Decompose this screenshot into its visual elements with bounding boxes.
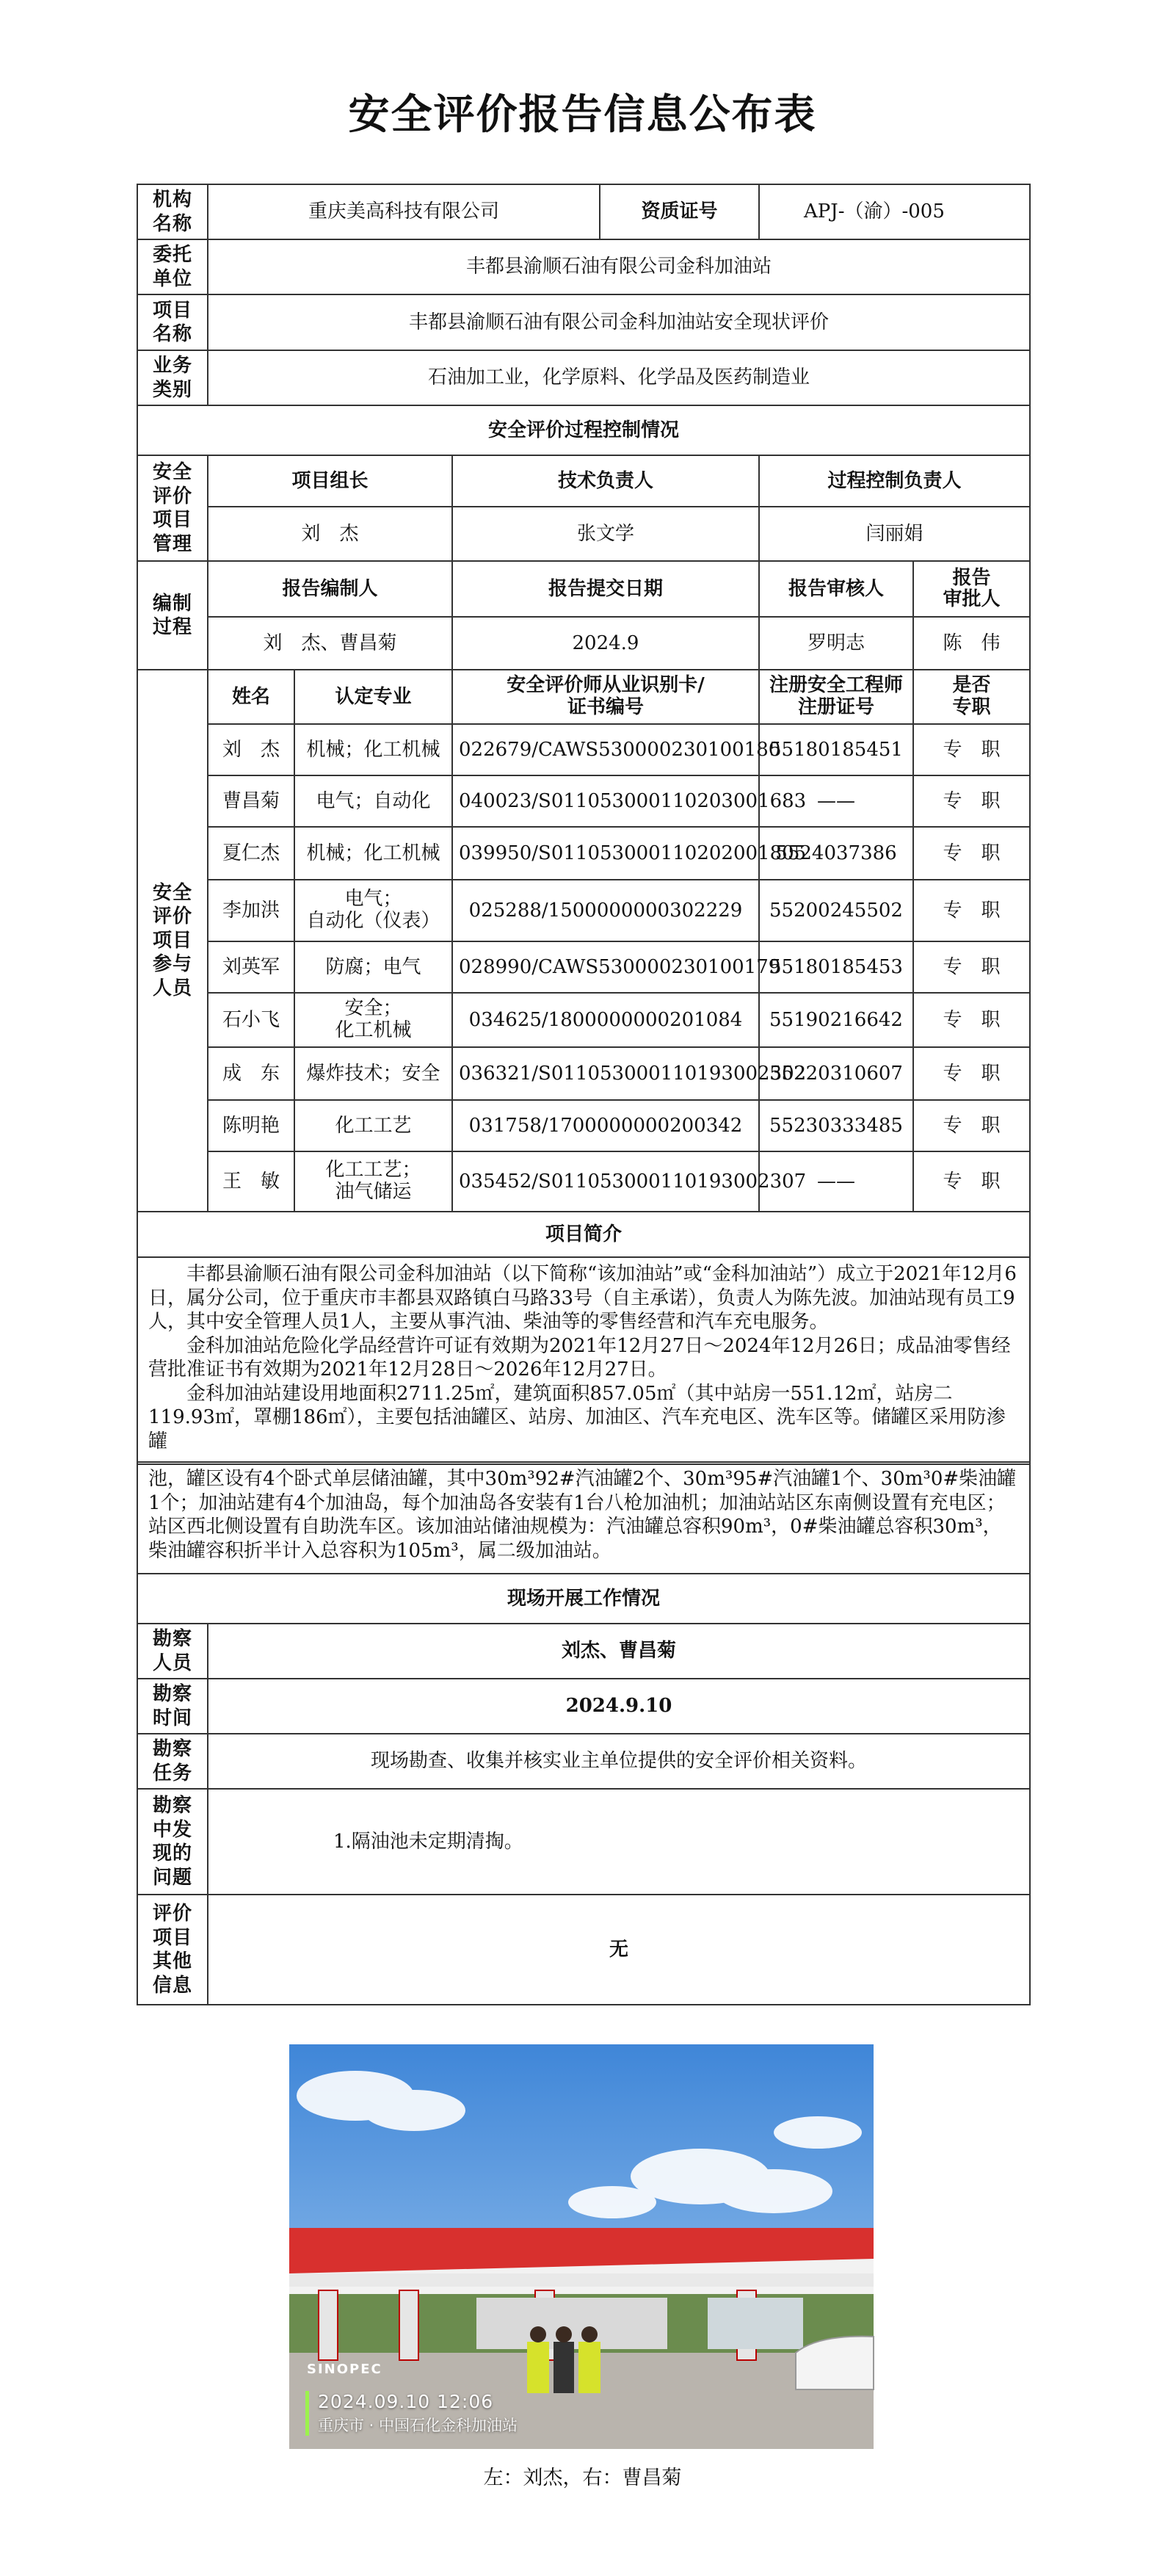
compiler-header: 报告编制人 (208, 561, 452, 617)
canopy-brand-text: SINOPEC (307, 2362, 382, 2377)
project-name-label: 项目 名称 (137, 294, 208, 350)
participant-major: 电气； 自动化（仪表） (294, 880, 452, 941)
org-name-value: 重庆美高科技有限公司 (208, 184, 600, 239)
photo-timestamp (305, 2391, 518, 2436)
intro-text-continued (137, 1462, 1030, 1574)
cert-header: 安全评价师从业识别卡/ 证书编号 (452, 670, 759, 724)
participant-name: 刘 杰 (208, 724, 294, 775)
client-value: 丰都县渝顺石油有限公司金科加油站 (208, 239, 1030, 294)
participant-fulltime: 专 职 (913, 775, 1030, 827)
other-info-label: 评价 项目 其他 信息 (137, 1895, 208, 2005)
reviewer-header: 报告审核人 (759, 561, 913, 617)
table-row (137, 775, 1030, 827)
major-header: 认定专业 (294, 670, 452, 724)
page-title: 安全评价报告信息公布表 (348, 90, 817, 139)
participant-name: 夏仁杰 (208, 827, 294, 880)
fulltime-header: 是否 专职 (913, 670, 1030, 724)
participant-major: 机械；化工机械 (294, 827, 452, 880)
process-lead-header: 过程控制负责人 (759, 455, 1030, 507)
participant-fulltime: 专 职 (913, 1047, 1030, 1100)
compiler-value: 刘 杰、曹昌菊 (208, 617, 452, 670)
leader-value: 刘 杰 (208, 507, 452, 561)
participant-cert: 022679/CAWS530000230100180 (452, 724, 759, 775)
management-label: 安全 评价 项目 管理 (137, 455, 208, 561)
participant-major: 化工工艺； 油气储运 (294, 1151, 452, 1212)
cert-no-value: APJ-（渝）-005 (759, 184, 1030, 239)
photo-caption: 左：刘杰，右：曹昌菊 (483, 2467, 682, 2489)
table-row (137, 1151, 1030, 1212)
participant-fulltime: 专 职 (913, 1100, 1030, 1151)
participant-fulltime: 专 职 (913, 1151, 1030, 1212)
process-lead-value: 闫丽娟 (759, 507, 1030, 561)
process-section-title: 安全评价过程控制情况 (137, 405, 1030, 455)
participant-major: 爆炸技术；安全 (294, 1047, 452, 1100)
survey-issues-label: 勘察 中发 现的 问题 (137, 1789, 208, 1895)
table-row (137, 1047, 1030, 1100)
service-building (708, 2298, 803, 2349)
submit-date-value: 2024.9 (452, 617, 759, 670)
survey-time-value: 2024.9.10 (208, 1679, 1030, 1734)
business-type-label: 业务 类别 (137, 350, 208, 405)
participant-cert: 039950/S011053000110202001805 (452, 827, 759, 880)
intro-paragraph-3: 金科加油站建设用地面积2711.25㎡，建筑面积857.05㎡（其中站房一551.12㎡，站房二119.93㎡，罩棚186㎡），主要包括油罐区、站房、加油区、汽车充电区、洗车区等。储罐区采用防渗罐 (148, 1382, 1006, 1452)
table-row (137, 724, 1030, 775)
participant-name: 曹昌菊 (208, 775, 294, 827)
participant-reg: —— (759, 775, 913, 827)
participant-cert: 028990/CAWS530000230100179 (452, 941, 759, 993)
approver-header: 报告 审批人 (913, 561, 1030, 617)
leader-header: 项目组长 (208, 455, 452, 507)
participant-fulltime: 专 职 (913, 880, 1030, 941)
participant-reg: —— (759, 1151, 913, 1212)
business-type-value: 石油加工业，化学原料、化学品及医药制造业 (208, 350, 1030, 405)
survey-task-value: 现场勘查、收集并核实业主单位提供的安全评价相关资料。 (208, 1734, 1030, 1789)
table-row (137, 993, 1030, 1047)
gas-station-illustration (289, 2044, 874, 2449)
tech-lead-value: 张文学 (452, 507, 759, 561)
survey-task-label: 勘察 任务 (137, 1734, 208, 1789)
survey-issues-value: 1.隔油池未定期清掏。 (208, 1789, 1030, 1895)
participant-name: 陈明艳 (208, 1100, 294, 1151)
participant-cert: 040023/S011053000110203001683 (452, 775, 759, 827)
approver-value: 陈 伟 (913, 617, 1030, 670)
other-info-value: 无 (208, 1895, 1030, 2005)
participant-name: 石小飞 (208, 993, 294, 1047)
photo-location: 重庆市 · 中国石化金科加油站 (318, 2417, 518, 2434)
participant-fulltime: 专 职 (913, 993, 1030, 1047)
participant-major: 化工工艺 (294, 1100, 452, 1151)
participant-reg: 55230333485 (759, 1100, 913, 1151)
participant-major: 防腐；电气 (294, 941, 452, 993)
participant-fulltime: 专 职 (913, 941, 1030, 993)
participant-cert: 025288/1500000000302229 (452, 880, 759, 941)
photo-time: 2024.09.10 12:06 (318, 2391, 494, 2412)
participant-cert: 034625/1800000000201084 (452, 993, 759, 1047)
site-section-title: 现场开展工作情况 (137, 1574, 1030, 1624)
participant-major: 安全； 化工机械 (294, 993, 452, 1047)
participant-reg: 55190216642 (759, 993, 913, 1047)
participant-name: 王 敏 (208, 1151, 294, 1212)
reg-header: 注册安全工程师 注册证号 (759, 670, 913, 724)
table-row (137, 880, 1030, 941)
participant-reg: 55220310607 (759, 1047, 913, 1100)
table-row (137, 1100, 1030, 1151)
info-table-part1 (137, 184, 1031, 1465)
participant-fulltime: 专 职 (913, 827, 1030, 880)
participant-reg: 55180185453 (759, 941, 913, 993)
table-row (137, 827, 1030, 880)
participant-cert: 035452/S011053000110193002307 (452, 1151, 759, 1212)
compile-label: 编制 过程 (137, 561, 208, 670)
participant-reg: 55200245502 (759, 880, 913, 941)
participant-cert: 031758/1700000000200342 (452, 1100, 759, 1151)
project-name-value: 丰都县渝顺石油有限公司金科加油站安全现状评价 (208, 294, 1030, 350)
participants-label: 安全 评价 项目 参与 人员 (137, 670, 208, 1212)
info-table-part2 (137, 1461, 1031, 2005)
intro-text (137, 1257, 1030, 1464)
canopy-underside (289, 2273, 874, 2287)
participant-cert: 036321/S011053000110193002302 (452, 1047, 759, 1100)
survey-staff-value: 刘杰、曹昌菊 (208, 1624, 1030, 1679)
table-row (137, 941, 1030, 993)
survey-staff-label: 勘察 人员 (137, 1624, 208, 1679)
intro-section-title: 项目简介 (137, 1212, 1030, 1257)
name-header: 姓名 (208, 670, 294, 724)
participant-name: 成 东 (208, 1047, 294, 1100)
station-building (476, 2298, 667, 2349)
survey-time-label: 勘察 时间 (137, 1679, 208, 1734)
people (527, 2326, 600, 2393)
site-photo (289, 2044, 874, 2449)
org-name-label: 机构 名称 (137, 184, 208, 239)
participant-reg: 5524037386 (759, 827, 913, 880)
intro-paragraph-3-continued: 池，罐区设有4个卧式单层储油罐，其中30m³92#汽油罐2个、30m³95#汽油罐1个、30m³0#柴油罐1个；加油站建有4个加油岛，每个加油岛各安装有1台八枪加油机；加油站站区东南侧设置有充电区；站区西北侧设置有自助洗车区。该加油站储油规模为：汽油罐总容积90m³，0#柴油罐总容积30m³，柴油罐容积折半计入总容积为105m³，属二级加油站。 (148, 1468, 1017, 1562)
cert-no-label: 资质证号 (600, 184, 759, 239)
intro-paragraph-1: 丰都县渝顺石油有限公司金科加油站（以下简称“该加油站”或“金科加油站”）成立于2021年12月6日，属分公司，位于重庆市丰都县双路镇白马路33号（自主承诺），负责人为陈先波。加油站现有员工9人，其中安全管理人员1人，主要从事汽油、柴油等的零售经营和汽车充电服务。 (148, 1263, 1017, 1333)
participant-major: 电气；自动化 (294, 775, 452, 827)
reviewer-value: 罗明志 (759, 617, 913, 670)
participant-reg: 55180185451 (759, 724, 913, 775)
participant-major: 机械；化工机械 (294, 724, 452, 775)
client-label: 委托 单位 (137, 239, 208, 294)
tech-lead-header: 技术负责人 (452, 455, 759, 507)
participant-fulltime: 专 职 (913, 724, 1030, 775)
submit-date-header: 报告提交日期 (452, 561, 759, 617)
intro-paragraph-2: 金科加油站危险化学品经营许可证有效期为2021年12月27日～2024年12月26日；成品油零售经营批准证书有效期为2021年12月28日～2026年12月27日。 (148, 1334, 1011, 1381)
participant-name: 刘英军 (208, 941, 294, 993)
participant-name: 李加洪 (208, 880, 294, 941)
